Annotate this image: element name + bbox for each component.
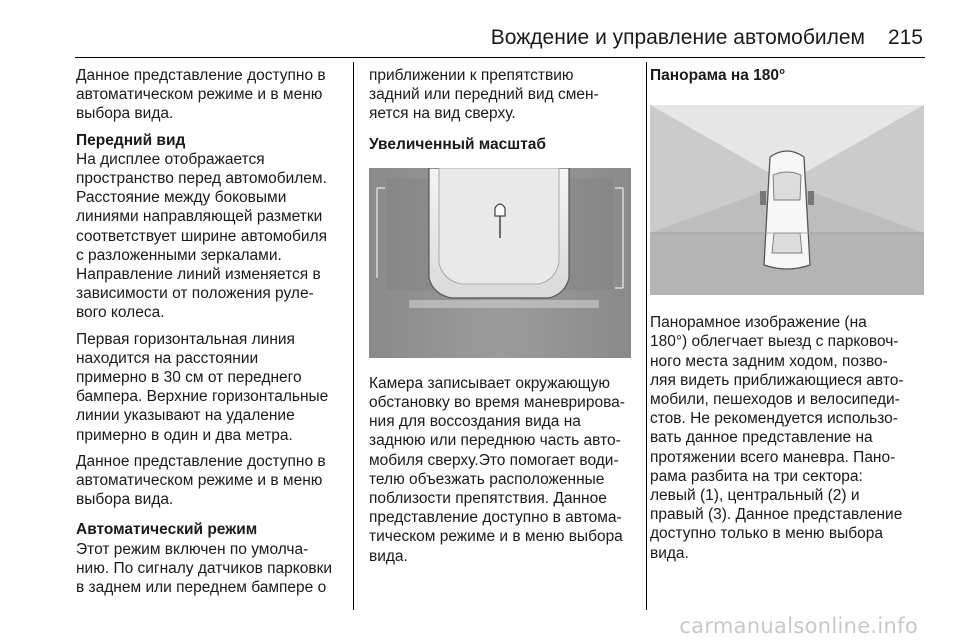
text-line: Этот режим включен по умолча-: [76, 540, 309, 558]
text-line: находится на расстоянии: [76, 349, 259, 367]
intro-paragraph-2: [76, 452, 332, 510]
text-line: выбора вида.: [76, 491, 174, 509]
text-line: левый (1), центральный (2) и: [650, 487, 860, 505]
text-line: приближении к препятствию: [369, 67, 574, 84]
text-line: с разложенными зеркалами.: [76, 246, 282, 264]
header-rule: [75, 57, 925, 58]
text-line: нию. По сигналу датчиков парковки: [76, 559, 333, 577]
panorama-heading: Панорама на 180°: [650, 67, 786, 84]
auto-mode-paragraph: [76, 540, 332, 598]
text-line: вого колеса.: [76, 304, 165, 322]
text-line: мобиля сверху.Это помогает води-: [369, 451, 619, 469]
panorama-diagram-image: [650, 105, 924, 295]
zoomed-top-view-image: [369, 168, 631, 358]
text-line: линии указывают на удаление: [76, 407, 295, 425]
text-line: бампера. Верхние горизонтальные: [76, 388, 329, 406]
text-line: ляя видеть приближающиеся авто-: [650, 371, 904, 389]
text-line: Панорамное изображение (на: [650, 314, 867, 332]
front-view-paragraph: [76, 150, 332, 323]
column-3: [650, 66, 924, 563]
text-line: Направление линий изменяется в: [76, 266, 321, 284]
text-line: На дисплее отображается: [76, 150, 265, 168]
text-line: доступно только в меню выбора: [650, 525, 883, 543]
chapter-title: Вождение и управление автомобилем: [490, 26, 865, 49]
text-line: Первая горизонтальная линия: [76, 330, 295, 348]
text-line: ного места задним ходом, позво-: [650, 352, 888, 370]
text-line: пространство перед автомобилем.: [76, 170, 327, 188]
text-line: примерно в один и два метра.: [76, 426, 293, 444]
text-line: вида.: [369, 547, 408, 565]
text-line: обстановку во время маневрирова-: [369, 394, 625, 412]
page-number: 215: [887, 26, 923, 49]
front-view-heading: Передний вид: [76, 131, 186, 149]
camera-paragraph: [369, 374, 631, 566]
text-line: автоматическом режиме и в меню: [76, 86, 323, 104]
panorama-paragraph: [650, 313, 924, 563]
text-line: линиями направляющей разметки: [76, 208, 323, 226]
text-line: заднюю или переднюю часть авто-: [369, 432, 621, 450]
text-line: Данное представление доступно в: [76, 67, 326, 84]
column-divider-1: [353, 62, 354, 610]
text-line: рама разбита на три сектора:: [650, 467, 863, 485]
column-2: [369, 66, 631, 566]
text-line: ния для воссоздания вида на: [369, 413, 581, 431]
text-line: задний или передний вид смен-: [369, 86, 599, 104]
text-line: соответствует ширине автомобиля: [76, 227, 328, 245]
text-line: Расстояние между боковыми: [76, 189, 287, 207]
text-line: яется на вид сверху.: [369, 105, 516, 123]
text-line: 180°) облегчает выезд с парковоч-: [650, 333, 899, 351]
text-line: вать данное представление на: [650, 429, 873, 447]
text-line: поблизости препятствия. Данное: [369, 490, 607, 508]
text-line: в заднем или переднем бампере о: [76, 579, 327, 597]
intro-paragraph: [76, 66, 332, 124]
column-divider-2: [646, 62, 647, 610]
text-line: протяжении всего маневра. Пано-: [650, 448, 896, 466]
text-line: мобили, пешеходов и велосипеди-: [650, 391, 900, 409]
text-line: представление доступно в автома-: [369, 509, 622, 527]
column-1: [76, 66, 332, 597]
zoom-heading: Увеличенный масштаб: [369, 135, 546, 153]
watermark: carmanualsonline.info: [679, 614, 918, 638]
text-line: Данное представление доступно в: [76, 452, 326, 470]
text-line: автоматическом режиме и в меню: [76, 472, 323, 490]
text-line: стов. Не рекомендуется использо-: [650, 410, 898, 428]
text-line: Камера записывает окружающую: [369, 374, 611, 392]
text-line: примерно в 30 см от переднего: [76, 369, 302, 387]
text-line: вида.: [650, 544, 689, 562]
continuation-paragraph: [369, 66, 631, 124]
text-line: правый (3). Данное представление: [650, 506, 903, 524]
text-line: зависимости от положения руле-: [76, 285, 314, 303]
text-line: тическом режиме и в меню выбора: [369, 528, 623, 546]
text-line: выбора вида.: [76, 105, 174, 123]
auto-mode-heading: Автоматический режим: [76, 521, 258, 539]
text-line: телю объезжать расположенные: [369, 470, 605, 488]
horizontal-line-paragraph: [76, 330, 332, 445]
